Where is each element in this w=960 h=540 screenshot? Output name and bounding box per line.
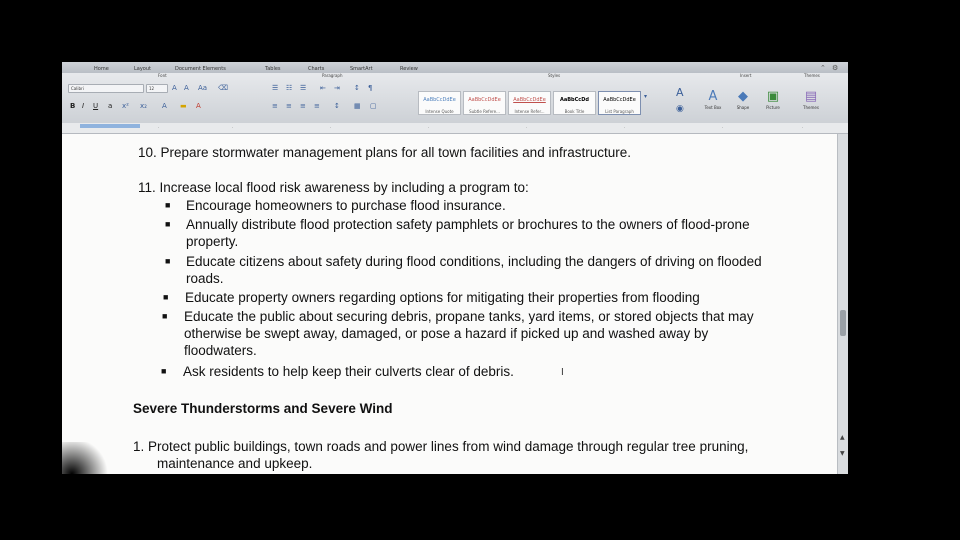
tab-review[interactable]: Review	[400, 66, 418, 72]
list-item-11: 11. Increase local flood risk awareness by including a program to:	[138, 180, 529, 195]
bold-icon[interactable]: B	[70, 102, 76, 110]
vertical-scrollbar[interactable]	[837, 134, 848, 474]
style-book-title[interactable]: AaBbCcDd Book Title	[553, 91, 596, 115]
style-subtle-reference[interactable]: AaBbCcDdEe Subtle Refere...	[463, 91, 506, 115]
bullet-marker: ■	[163, 292, 169, 302]
ruler-tick: ·	[428, 125, 430, 130]
tab-tables[interactable]: Tables	[265, 66, 281, 72]
ruler-tick: ·	[526, 125, 528, 130]
ruler-tick: ·	[624, 125, 626, 130]
list-item-1: 1. Protect public buildings, town roads and power lines from wind damage through regular tree pruning,	[133, 439, 749, 454]
align-left-icon[interactable]: ≡	[272, 102, 278, 110]
bullet-marker: ■	[161, 366, 167, 376]
picture-button[interactable]: ▣ Picture	[760, 89, 786, 110]
tab-home[interactable]: Home	[94, 66, 109, 72]
bullet-item: Annually distribute flood protection safety pamphlets or brochures to the owners of flood-prone	[186, 217, 750, 232]
style-intense-quote[interactable]: AaBbCcDdEe Intense Quote	[418, 91, 461, 115]
numbering-icon[interactable]: ☷	[286, 84, 293, 92]
shape-button[interactable]: ◆ Shape	[730, 89, 756, 110]
group-label-font: Font	[158, 73, 167, 78]
document-page[interactable]	[62, 134, 837, 474]
group-label-themes: Themes	[804, 73, 820, 78]
bullet-item-continuation: otherwise be swept away, damaged, or pose a hazard if picked up and washed away by	[184, 326, 709, 341]
line-spacing-icon[interactable]: ↕	[334, 102, 340, 110]
bullet-item: Ask residents to help keep their culverts clear of debris.	[183, 364, 514, 379]
font-size-select[interactable]: 12	[146, 84, 168, 93]
style-intense-reference[interactable]: AaBbCcDdEe Intense Refer...	[508, 91, 551, 115]
show-formatting-icon[interactable]: ¶	[368, 84, 373, 92]
strikethrough-icon[interactable]: a	[108, 102, 113, 110]
text-box-icon: A	[708, 89, 718, 104]
styles-pane-icon[interactable]: ◉	[676, 104, 684, 114]
scrollbar-thumb[interactable]	[840, 310, 846, 336]
ruler-selection-highlight	[80, 124, 140, 128]
settings-gear-icon[interactable]: ⚙	[832, 64, 839, 72]
list-item-10: 10. Prepare stormwater management plans for all town facilities and infrastructure.	[138, 145, 631, 160]
sort-icon[interactable]: ↕	[354, 84, 360, 92]
bullet-item: Encourage homeowners to purchase flood insurance.	[186, 198, 506, 213]
decrease-indent-icon[interactable]: ⇤	[320, 84, 326, 92]
borders-icon[interactable]: ▢	[370, 102, 377, 110]
italic-icon[interactable]: I	[82, 102, 85, 110]
increase-indent-icon[interactable]: ⇥	[334, 84, 340, 92]
list-item-1-continuation: maintenance and upkeep.	[157, 456, 313, 471]
style-list-paragraph[interactable]: AaBbCcDdEe List Paragraph	[598, 91, 641, 115]
group-label-insert: Insert	[740, 73, 752, 78]
underline-icon[interactable]: U	[93, 102, 99, 110]
clear-formatting-icon[interactable]: ⌫	[218, 84, 228, 92]
i-beam-cursor-icon: I	[561, 367, 564, 378]
ribbon	[62, 73, 848, 124]
shape-icon: ◆	[738, 89, 748, 104]
text-styles-icon[interactable]: A	[676, 86, 684, 99]
bullet-item: Educate citizens about safety during flood conditions, including the dangers of driving on flooded	[186, 254, 762, 269]
group-label-paragraph: Paragraph	[322, 73, 343, 78]
styles-scroll-icon[interactable]: ▾	[644, 93, 648, 100]
change-case-icon[interactable]: Aa	[198, 84, 208, 92]
tab-layout[interactable]: Layout	[134, 66, 151, 72]
bullet-item-continuation: floodwaters.	[184, 343, 257, 358]
bullets-icon[interactable]: ☰	[272, 84, 279, 92]
text-effects-icon[interactable]: A	[162, 102, 167, 110]
bullet-item-continuation: roads.	[186, 271, 224, 286]
shadow-overlay	[62, 442, 112, 474]
multilevel-list-icon[interactable]: ☰	[300, 84, 307, 92]
font-name-select[interactable]: Calibri	[68, 84, 144, 93]
scroll-down-arrow-icon[interactable]: ▼	[840, 450, 845, 457]
bullet-marker: ■	[165, 219, 171, 229]
ruler-tick: ·	[158, 125, 160, 130]
highlight-color-icon[interactable]: ▬	[180, 102, 187, 110]
picture-icon: ▣	[766, 89, 780, 104]
collapse-ribbon-icon[interactable]: ⌃	[820, 64, 826, 72]
scroll-up-arrow-icon[interactable]: ▲	[840, 434, 845, 441]
tab-charts[interactable]: Charts	[308, 66, 325, 72]
word-window	[62, 62, 848, 474]
shrink-font-icon[interactable]: A	[184, 84, 189, 92]
tab-document-elements[interactable]: Document Elements	[175, 66, 226, 72]
tab-smartart[interactable]: SmartArt	[350, 66, 373, 72]
bullet-marker: ■	[165, 256, 171, 266]
horizontal-ruler[interactable]	[62, 123, 848, 134]
themes-button[interactable]: ▤ Themes	[798, 89, 824, 110]
text-box-button[interactable]: A Text Box	[700, 89, 726, 110]
justify-icon[interactable]: ≡	[314, 102, 320, 110]
bullet-marker: ■	[165, 200, 171, 210]
ribbon-tab-bar	[62, 62, 848, 73]
section-heading: Severe Thunderstorms and Severe Wind	[133, 401, 393, 416]
grow-font-icon[interactable]: A	[172, 84, 177, 92]
subscript-icon[interactable]: x₂	[140, 102, 147, 110]
font-color-icon[interactable]: A	[196, 102, 201, 110]
bullet-item-continuation: property.	[186, 234, 239, 249]
bullet-marker: ■	[162, 311, 168, 321]
group-label-styles: Styles	[548, 73, 561, 78]
ruler-tick: ·	[330, 125, 332, 130]
themes-icon: ▤	[804, 89, 818, 104]
ruler-tick: ·	[722, 125, 724, 130]
superscript-icon[interactable]: x²	[122, 102, 129, 110]
bullet-item: Educate the public about securing debris, propane tanks, yard items, or stored objects that may	[184, 309, 754, 324]
shading-icon[interactable]: ▦	[354, 102, 361, 110]
align-right-icon[interactable]: ≡	[300, 102, 306, 110]
ruler-tick: ·	[802, 125, 804, 130]
bullet-item: Educate property owners regarding options for mitigating their properties from flooding	[185, 290, 700, 305]
align-center-icon[interactable]: ≡	[286, 102, 292, 110]
ruler-tick: ·	[232, 125, 234, 130]
